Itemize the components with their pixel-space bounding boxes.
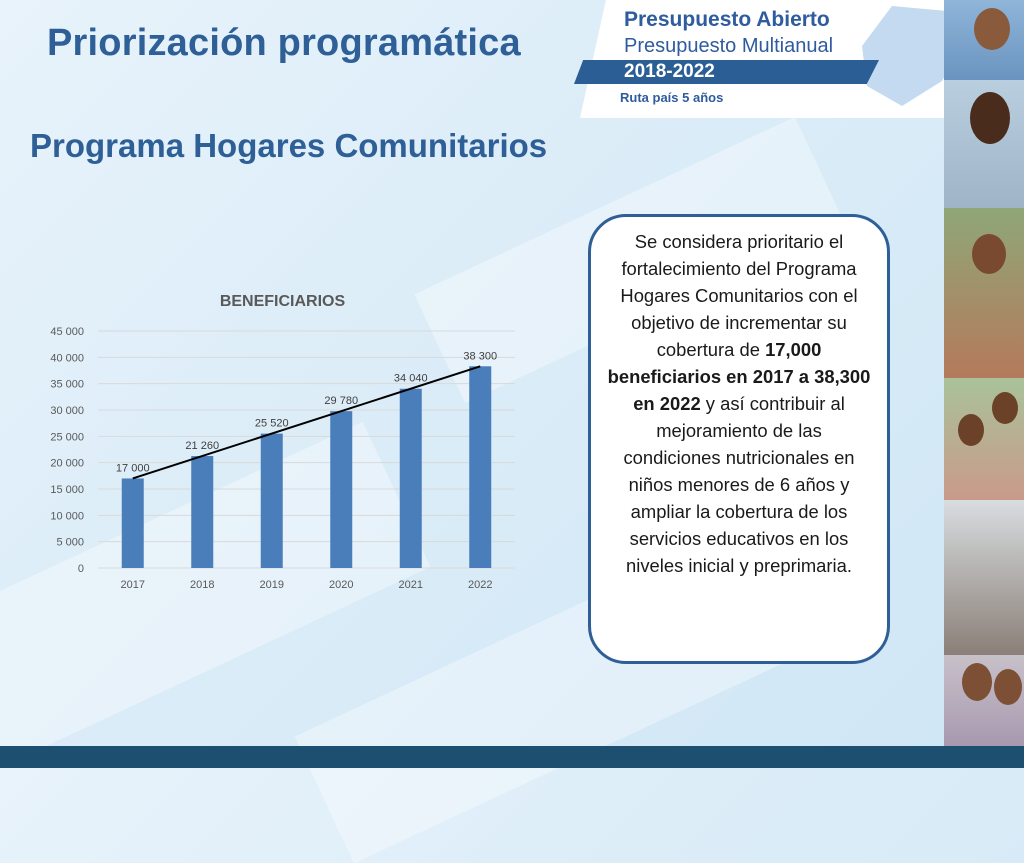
y-tick-label: 30 000 <box>50 405 84 417</box>
trendline <box>133 366 481 478</box>
data-label: 21 260 <box>185 440 220 453</box>
banner-tagline: Ruta país 5 años <box>620 90 724 105</box>
photo-classroom <box>944 500 1024 655</box>
bar <box>191 456 213 568</box>
photo-child-2 <box>944 80 1024 208</box>
chart-title: BENEFICIARIOS <box>219 293 346 310</box>
y-tick-label: 0 <box>77 563 84 575</box>
y-tick-label: 45 000 <box>50 326 84 338</box>
description-box <box>588 214 890 664</box>
y-tick-label: 15 000 <box>50 484 84 496</box>
bar <box>330 411 352 568</box>
description-text-1: Se considera prioritario el fortalecimiento del Programa Hogares Comunitarios con el objetivo de incrementar su cobertura de <box>620 231 858 360</box>
y-tick-label: 20 000 <box>50 457 84 470</box>
data-label: 38 300 <box>463 350 498 363</box>
slide-subtitle: Programa Hogares Comunitarios <box>30 127 548 164</box>
data-label: 25 520 <box>254 417 289 430</box>
x-tick-label: 2021 <box>398 579 423 591</box>
y-tick-label: 40 000 <box>50 352 84 365</box>
banner-line-1: Presupuesto Abierto <box>624 8 830 31</box>
x-tick-label: 2017 <box>120 579 145 591</box>
chart-plot <box>40 285 525 600</box>
x-tick-label: 2018 <box>190 579 215 591</box>
slide-title: Priorización programática <box>47 22 521 64</box>
bar <box>122 478 144 568</box>
y-tick-label: 10 000 <box>50 510 84 523</box>
beneficiarios-chart <box>40 285 525 600</box>
data-label: 34 040 <box>393 372 428 385</box>
data-label: 17 000 <box>115 462 150 475</box>
x-tick-label: 2019 <box>259 579 284 591</box>
photo-child-1 <box>944 0 1024 80</box>
data-label: 29 780 <box>324 395 359 408</box>
banner-years-bar <box>574 60 879 84</box>
bar <box>261 434 283 568</box>
photo-strip <box>944 0 1024 768</box>
bar <box>469 366 491 568</box>
y-tick-label: 25 000 <box>50 431 84 444</box>
y-tick-label: 35 000 <box>50 378 84 391</box>
description-highlight: 17,000 beneficiarios en 2017 a 38,300 en 2022 <box>607 339 871 414</box>
x-tick-label: 2022 <box>468 579 493 591</box>
photo-girls <box>944 378 1024 500</box>
bottom-bar <box>0 746 1024 768</box>
header-banner <box>562 0 962 118</box>
bar <box>400 389 422 568</box>
y-tick-label: 5 000 <box>56 536 84 549</box>
banner-years: 2018-2022 <box>624 61 715 82</box>
photo-elderly-man <box>944 208 1024 378</box>
description-text-2: y así contribuir al mejoramiento de las condiciones nutricionales en niños menores de 6 años y ampliar la cobertura de los servicios educativos en los niveles inicial y preprimaria. <box>623 393 855 576</box>
x-tick-label: 2020 <box>329 579 354 591</box>
banner-line-2: Presupuesto Multianual <box>624 35 834 57</box>
